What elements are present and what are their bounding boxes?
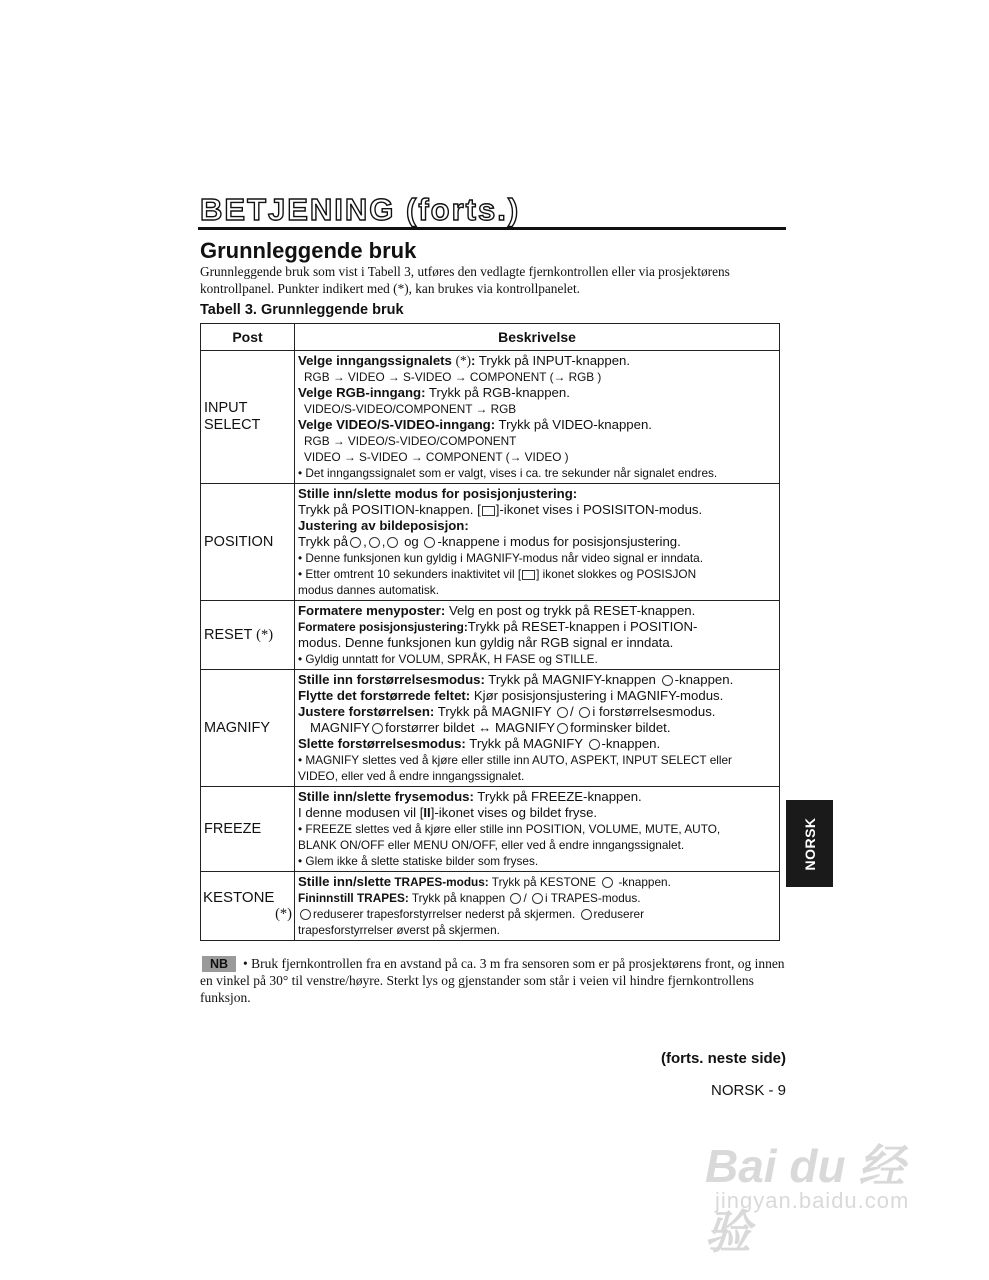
desc-text: trapesforstyrrelser øverst på skjermen. bbox=[298, 923, 500, 937]
post-cell bbox=[201, 351, 295, 484]
desc-text: / bbox=[523, 891, 527, 905]
desc-text: forstørrer bildet ↔ MAGNIFY bbox=[385, 720, 556, 735]
table-header-row bbox=[201, 324, 780, 351]
desc-bold: Stille inn/slette frysemodus: bbox=[298, 789, 474, 804]
desc-bullet: • Denne funksjonen kun gyldig i MAGNIFY-modus når video signal er inndata. bbox=[298, 551, 704, 565]
desc-text: Trykk på FREEZE-knappen. bbox=[473, 789, 642, 804]
desc-text: i TRAPES-modus. bbox=[545, 891, 641, 905]
heading-rule bbox=[198, 227, 786, 230]
desc-bold: Justere forstørrelsen: bbox=[298, 704, 435, 719]
table-row bbox=[201, 670, 780, 787]
magnify-minus-icon bbox=[589, 739, 600, 750]
table-row bbox=[201, 484, 780, 601]
arrow-down-button-icon bbox=[532, 893, 543, 904]
watermark bbox=[705, 1130, 935, 1258]
desc-bold: Velge VIDEO/S-VIDEO-inngang: bbox=[298, 417, 496, 432]
description-cell bbox=[295, 351, 780, 484]
desc-bold: Formatere menyposter: bbox=[298, 603, 446, 618]
table-row bbox=[201, 351, 780, 484]
position-icon bbox=[522, 570, 535, 580]
asterisk-mark: (*) bbox=[256, 626, 274, 643]
desc-text: Trykk på RESET-knappen i POSITION- bbox=[467, 619, 698, 634]
table-row bbox=[201, 601, 780, 670]
post-cell bbox=[201, 872, 295, 941]
table-caption: Tabell 3. Grunnleggende bruk bbox=[200, 302, 404, 318]
desc-bold: Flytte det forstørrede feltet: bbox=[298, 688, 471, 703]
desc-text: reduserer trapesforstyrrelser nederst på skjermen. bbox=[313, 907, 576, 921]
arrow-up-button-icon bbox=[300, 909, 311, 920]
desc-text: -knappene i modus for posisjonsjustering. bbox=[437, 534, 681, 549]
post-cell bbox=[201, 601, 295, 670]
description-cell bbox=[295, 787, 780, 872]
desc-text: ]-ikonet vises i POSISITON-modus. bbox=[495, 502, 703, 517]
magnify-plus-icon bbox=[557, 707, 568, 718]
desc-bold: Velge inngangssignalets bbox=[298, 353, 452, 368]
desc-text: Trykk på VIDEO-knappen. bbox=[495, 417, 652, 432]
desc-bullet: BLANK ON/OFF eller MENU ON/OFF, eller ved å endre inngangssignalet. bbox=[298, 838, 685, 852]
desc-text: Velg en post og trykk på RESET-knappen. bbox=[445, 603, 696, 618]
desc-text: Trykk på MAGNIFY bbox=[465, 736, 583, 751]
desc-text: Trykk på MAGNIFY-knappen bbox=[484, 672, 656, 687]
desc-text: Trykk på knappen bbox=[408, 891, 506, 905]
magnify-plus-icon bbox=[372, 723, 383, 734]
desc-text: / bbox=[570, 704, 574, 719]
post-cell: FREEZE bbox=[201, 787, 295, 872]
desc-sequence: RGB → VIDEO/S-VIDEO/COMPONENT bbox=[304, 434, 517, 448]
desc-text: og bbox=[404, 534, 419, 549]
desc-text: ]-ikonet vises og bildet fryse. bbox=[430, 805, 598, 820]
main-heading: BETJENING (forts.) bbox=[200, 192, 521, 227]
desc-text: Trykk på INPUT-knappen. bbox=[475, 353, 631, 368]
post-label: KESTONE bbox=[203, 889, 275, 906]
arrow-left-button-icon bbox=[387, 537, 398, 548]
magnify-minus-icon bbox=[557, 723, 568, 734]
desc-text: MAGNIFY bbox=[310, 720, 371, 735]
desc-text: Trykk på MAGNIFY bbox=[434, 704, 552, 719]
header-description: Beskrivelse bbox=[295, 324, 780, 351]
description-cell bbox=[295, 872, 780, 941]
desc-text: Trykk på KESTONE bbox=[488, 875, 597, 889]
desc-text: I denne modusen vil [ bbox=[298, 805, 424, 820]
desc-sequence: VIDEO/S-VIDEO/COMPONENT → RGB bbox=[304, 402, 517, 416]
language-side-tab bbox=[786, 800, 833, 887]
arrow-down-button-icon bbox=[369, 537, 380, 548]
intro-paragraph: Grunnleggende bruk som vist i Tabell 3, utføres den vedlagte fjernkontrollen eller via prosjektørens kontrollpanel. Punkter indikert med (*), kan brukes via kontrollpanelet. bbox=[200, 264, 730, 296]
desc-bold: Fininnstill TRAPES: bbox=[298, 891, 409, 905]
desc-bullet: ] ikonet slokkes og POSISJON bbox=[536, 567, 697, 581]
table-row bbox=[201, 872, 780, 941]
magnify-plus-icon bbox=[662, 675, 673, 686]
arrow-right-button-icon bbox=[424, 537, 435, 548]
pause-icon: II bbox=[423, 805, 431, 820]
page-number: NORSK - 9 bbox=[710, 1082, 786, 1099]
post-label: SELECT bbox=[204, 417, 261, 433]
post-cell: MAGNIFY bbox=[201, 670, 295, 787]
desc-bold: Velge RGB-inngang: bbox=[298, 385, 426, 400]
post-label: INPUT bbox=[204, 400, 248, 416]
desc-bold: : bbox=[470, 353, 476, 368]
desc-bullet: • MAGNIFY slettes ved å kjøre eller stille inn AUTO, ASPEKT, INPUT SELECT eller bbox=[298, 753, 732, 767]
magnify-minus-icon bbox=[579, 707, 590, 718]
desc-text: -knappen. bbox=[618, 875, 671, 889]
desc-bold: Stille inn/slette modus for posisjonjustering: bbox=[298, 486, 578, 501]
post-label: RESET bbox=[204, 626, 253, 643]
note-badge: NB bbox=[202, 956, 236, 972]
desc-bullet: modus dannes automatisk. bbox=[298, 583, 439, 597]
desc-sequence: VIDEO → S-VIDEO → COMPONENT (→ VIDEO ) bbox=[304, 450, 569, 464]
desc-text: reduserer bbox=[593, 907, 645, 921]
arrow-up-button-icon bbox=[350, 537, 361, 548]
desc-bullet: VIDEO, eller ved å endre inngangssignalet. bbox=[298, 769, 525, 783]
basic-operation-table bbox=[200, 323, 780, 941]
desc-bullet: • Det inngangssignalet som er valgt, vises i ca. tre sekunder når signalet endres. bbox=[298, 466, 718, 480]
desc-text: -knappen. bbox=[601, 736, 661, 751]
desc-bullet: • Glem ikke å slette statiske bilder som fryses. bbox=[298, 854, 539, 868]
desc-bold: Justering av bildeposisjon: bbox=[298, 518, 469, 533]
section-title: Grunnleggende bruk bbox=[200, 238, 417, 263]
header-post: Post bbox=[201, 324, 295, 351]
desc-text: Trykk på POSITION-knappen. [ bbox=[298, 502, 481, 517]
desc-sequence: RGB → VIDEO → S-VIDEO → COMPONENT (→ RGB ) bbox=[304, 370, 602, 384]
desc-bold: Formatere posisjonsjustering: bbox=[298, 620, 468, 634]
desc-text: i forstørrelsesmodus. bbox=[592, 704, 716, 719]
table-row bbox=[201, 787, 780, 872]
desc-text: modus. Denne funksjonen kun gyldig når RGB signal er inndata. bbox=[298, 635, 674, 650]
watermark-logo: Bai du 经验 bbox=[705, 1140, 905, 1258]
asterisk-mark: (*) bbox=[455, 353, 471, 368]
desc-bold: Stille inn forstørrelsesmodus: bbox=[298, 672, 485, 687]
description-cell: Stille inn/slette modus for posisjonjustering: Trykk på POSITION-knappen. [ ]-ikonet vises i POSISITON-modus. Justering av bildeposisjon: Trykk på , , og -knappene i modus for posisjonsjustering. • Denne funksjonen kun gyldig i MAGNIFY-modus når video signal er inndata. • Etter omtrent 10 sekunders inaktivitet vil [ ] ikonet slokkes og POSISJON modus dannes automatisk. bbox=[295, 484, 780, 601]
desc-bold: Slette forstørrelsesmodus: bbox=[298, 736, 466, 751]
watermark-url: jingyan.baidu.com bbox=[715, 1188, 910, 1213]
desc-text: -knappen. bbox=[674, 672, 734, 687]
side-tab-label: NORSK bbox=[801, 816, 818, 871]
desc-text: Trykk på RGB-knappen. bbox=[425, 385, 570, 400]
note-text: • Bruk fjernkontrollen fra en avstand på ca. 3 m fra sensoren som er på prosjektørens front, og innen en vinkel på 30° til venstre/høyre. Sterkt lys og gjenstander som står i veien vil hindre fjernkontrollens funksjon. bbox=[200, 956, 785, 1005]
desc-text: Kjør posisjonsjustering i MAGNIFY-modus. bbox=[470, 688, 724, 703]
description-cell bbox=[295, 601, 780, 670]
desc-text: forminsker bildet. bbox=[570, 720, 671, 735]
desc-bold: Stille inn/slette bbox=[298, 874, 392, 889]
desc-bullet: • Gyldig unntatt for VOLUM, SPRÅK, H FASE og STILLE. bbox=[298, 652, 598, 666]
desc-bullet: • FREEZE slettes ved å kjøre eller stille inn POSITION, VOLUME, MUTE, AUTO, bbox=[298, 822, 721, 836]
continued-notice: (forts. neste side) bbox=[660, 1050, 786, 1067]
keystone-icon bbox=[602, 877, 613, 888]
post-cell: POSITION bbox=[201, 484, 295, 601]
desc-text: Trykk på bbox=[298, 534, 349, 549]
asterisk-mark: (*) bbox=[275, 906, 292, 922]
arrow-down-button-icon bbox=[581, 909, 592, 920]
arrow-up-button-icon bbox=[510, 893, 521, 904]
desc-bullet: • Etter omtrent 10 sekunders inaktivitet vil [ bbox=[298, 567, 522, 581]
position-icon bbox=[482, 506, 495, 516]
description-cell bbox=[295, 670, 780, 787]
desc-bold: TRAPES-modus: bbox=[391, 875, 489, 889]
